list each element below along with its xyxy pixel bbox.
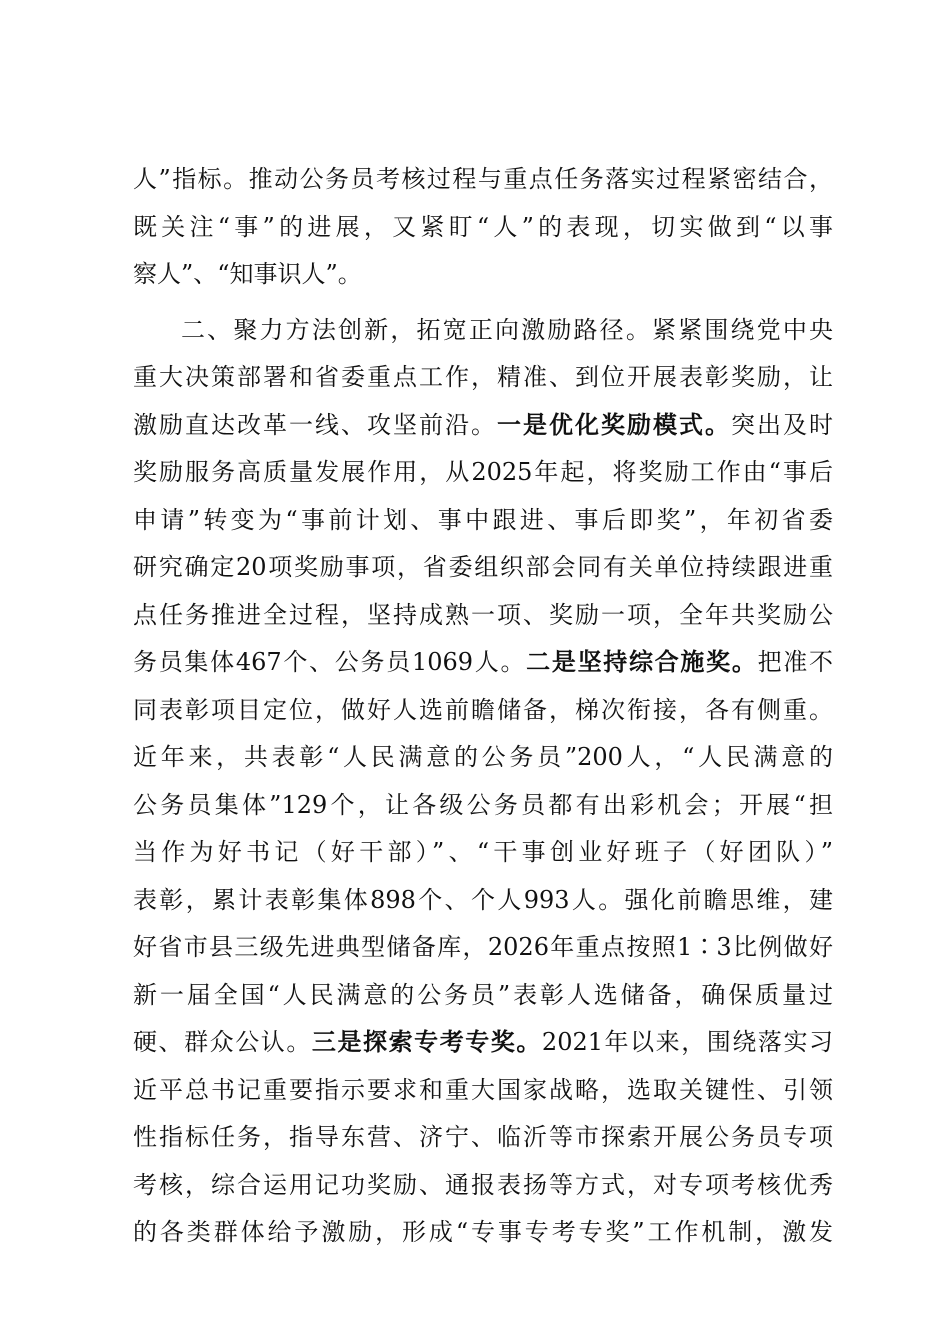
- text-segment: 重大决策部署和省委重点工作，精准、到位开展表彰奖励，让: [133, 363, 833, 391]
- text-segment: 表彰，累计表彰集体898个、个人993人。强化前瞻思维，建: [133, 886, 833, 914]
- paragraph-heading-line: [181, 306, 833, 354]
- text-line: [133, 203, 833, 251]
- text-segment: 二、聚力方法创新，拓宽正向激励路径。紧紧围绕党中央: [181, 316, 833, 344]
- text-line: [133, 686, 833, 734]
- text-segment: 察人”、“知事识人”。: [133, 260, 362, 288]
- text-segment: 务员集体467个、公务员1069人。: [133, 648, 527, 676]
- text-segment: 研究确定20项奖励事项，省委组织部会同有关单位持续跟进重: [133, 553, 833, 581]
- text-line: [133, 1018, 833, 1066]
- bold-subheading: 三是探索专考专奖。: [311, 1028, 542, 1056]
- text-segment: 硬、群众公认。: [133, 1028, 312, 1056]
- text-segment: 奖励服务高质量发展作用，从2025年起，将奖励工作由“事后: [133, 458, 833, 486]
- text-segment: 当作为好书记（好干部）”、“干事创业好班子（好团队）”: [133, 838, 833, 866]
- text-segment: 申请”转变为“事前计划、事中跟进、事后即奖”，年初省委: [133, 506, 833, 534]
- text-line: [133, 638, 833, 686]
- text-line: [133, 1113, 833, 1161]
- text-segment: 近平总书记重要指示要求和重大国家战略，选取关键性、引领: [133, 1076, 833, 1104]
- text-line: [133, 923, 833, 971]
- text-segment: 把准不: [757, 648, 833, 676]
- text-line: [133, 155, 833, 203]
- text-line: [133, 733, 833, 781]
- text-line: [133, 971, 833, 1019]
- text-segment: 近年来，共表彰“人民满意的公务员”200人，“人民满意的: [133, 743, 833, 771]
- text-line: [133, 543, 833, 591]
- text-segment: 既关注“事”的进展，又紧盯“人”的表现，切实做到“以事: [133, 213, 833, 241]
- text-line: [133, 401, 833, 449]
- text-line: [133, 1161, 833, 1209]
- text-line: [133, 496, 833, 544]
- text-segment: 的各类群体给予激励，形成“专事专考专奖”工作机制，激发: [133, 1218, 833, 1246]
- text-line: [133, 1208, 833, 1256]
- text-segment: 同表彰项目定位，做好人选前瞻储备，梯次衔接，各有侧重。: [133, 696, 833, 724]
- text-line: [133, 250, 833, 298]
- text-segment: 性指标任务，指导东营、济宁、临沂等市探索开展公务员专项: [133, 1123, 833, 1151]
- text-line: [133, 876, 833, 924]
- bold-subheading: 一是优化奖励模式。: [497, 411, 731, 439]
- text-segment: 考核，综合运用记功奖励、通报表扬等方式，对专项考核优秀: [133, 1171, 833, 1199]
- text-segment: 人”指标。推动公务员考核过程与重点任务落实过程紧密结合，: [133, 165, 833, 193]
- text-line: [133, 828, 833, 876]
- text-segment: 好省市县三级先进典型储备库，2026年重点按照1∶3比例做好: [133, 933, 833, 961]
- bold-subheading: 二是坚持综合施奖。: [526, 648, 758, 676]
- text-segment: 公务员集体”129个，让各级公务员都有出彩机会；开展“担: [133, 791, 833, 819]
- text-line: [133, 781, 833, 829]
- text-line: [133, 353, 833, 401]
- text-segment: 激励直达改革一线、攻坚前沿。: [133, 411, 497, 439]
- text-segment: 2021年以来，围绕落实习: [541, 1028, 833, 1056]
- text-line: [133, 1066, 833, 1114]
- text-segment: 突出及时: [731, 411, 833, 439]
- text-line: [133, 448, 833, 496]
- text-segment: 点任务推进全过程，坚持成熟一项、奖励一项，全年共奖励公: [133, 601, 833, 629]
- text-line: [133, 591, 833, 639]
- text-segment: 新一届全国“人民满意的公务员”表彰人选储备，确保质量过: [133, 981, 833, 1009]
